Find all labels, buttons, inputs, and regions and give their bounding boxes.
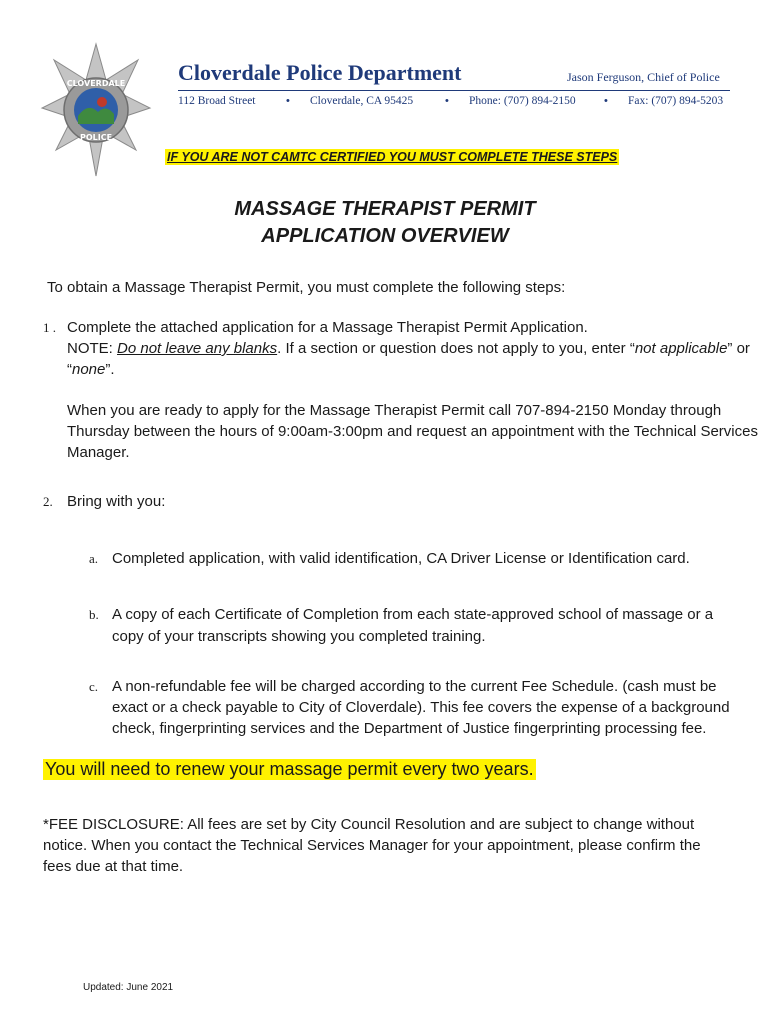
step1-paragraph: Thursday between the hours of 9:00am-3:00pm and request an appointment with the Technical Services [67, 423, 758, 440]
item-c-text: A non-refundable fee will be charged according to the current Fee Schedule. (cash must be [112, 678, 717, 695]
renewal-notice: You will need to renew your massage permit every two years. [45, 759, 534, 779]
item-c-text: exact or a check payable to City of Cloverdale). This fee covers the expense of a background [112, 699, 730, 716]
department-name: Cloverdale Police Department [178, 60, 462, 85]
item-a-text: Completed application, with valid identification, CA Driver License or Identification card. [112, 550, 690, 567]
step1-note: NOTE: Do not leave any blanks. If a section or question does not apply to you, enter “not applicable” or [67, 340, 750, 357]
item-label: c. [89, 679, 99, 694]
bullet-separator: • [445, 95, 449, 107]
step2-text: Bring with you: [67, 493, 166, 510]
bullet-separator: • [286, 95, 290, 107]
item-label: a. [89, 551, 99, 566]
intro-text: To obtain a Massage Therapist Permit, you must complete the following steps: [47, 279, 566, 296]
page-title-line2: APPLICATION OVERVIEW [261, 225, 509, 247]
police-badge-logo [40, 42, 152, 178]
fax-number: Fax: (707) 894-5203 [628, 95, 724, 107]
badge-top-text: CLOVERDALE [66, 79, 126, 88]
fee-disclosure: notice. When you contact the Technical Services Manager for your appointment, please confirm the [43, 837, 701, 854]
step-number: 2. [43, 494, 53, 509]
updated-date: Updated: June 2021 [83, 982, 174, 993]
bullet-separator: • [604, 95, 608, 107]
badge-bottom-text: POLICE [79, 133, 113, 142]
step1-paragraph: Manager. [67, 444, 130, 461]
phone-number: Phone: (707) 894-2150 [469, 95, 576, 107]
address-street: 112 Broad Street [178, 95, 256, 107]
item-label: b. [89, 607, 99, 622]
step1-note-cont: “none”. [67, 361, 115, 378]
fee-disclosure: fees due at that time. [43, 858, 184, 875]
step1-paragraph: When you are ready to apply for the Massage Therapist Permit call 707-894-2150 Monday through [67, 402, 722, 419]
address-city: Cloverdale, CA 95425 [310, 95, 414, 107]
step-number: 1 . [43, 320, 56, 335]
page-title-line1: MASSAGE THERAPIST PERMIT [234, 198, 536, 220]
item-b-text: A copy of each Certificate of Completion from each state-approved school of massage or a [112, 606, 714, 623]
camtc-warning: IF YOU ARE NOT CAMTC CERTIFIED YOU MUST COMPLETE THESE STEPS [167, 150, 618, 164]
step1-text: Complete the attached application for a Massage Therapist Permit Application. [67, 319, 588, 336]
item-b-text: copy of your transcripts showing you completed training. [112, 628, 486, 645]
header-divider [178, 90, 730, 91]
chief-name: Jason Ferguson, Chief of Police [567, 70, 720, 84]
item-c-text: check, fingerprinting services and the Department of Justice fingerprinting processing fee. [112, 720, 707, 737]
fee-disclosure: *FEE DISCLOSURE: All fees are set by City Council Resolution and are subject to change without [43, 816, 695, 833]
